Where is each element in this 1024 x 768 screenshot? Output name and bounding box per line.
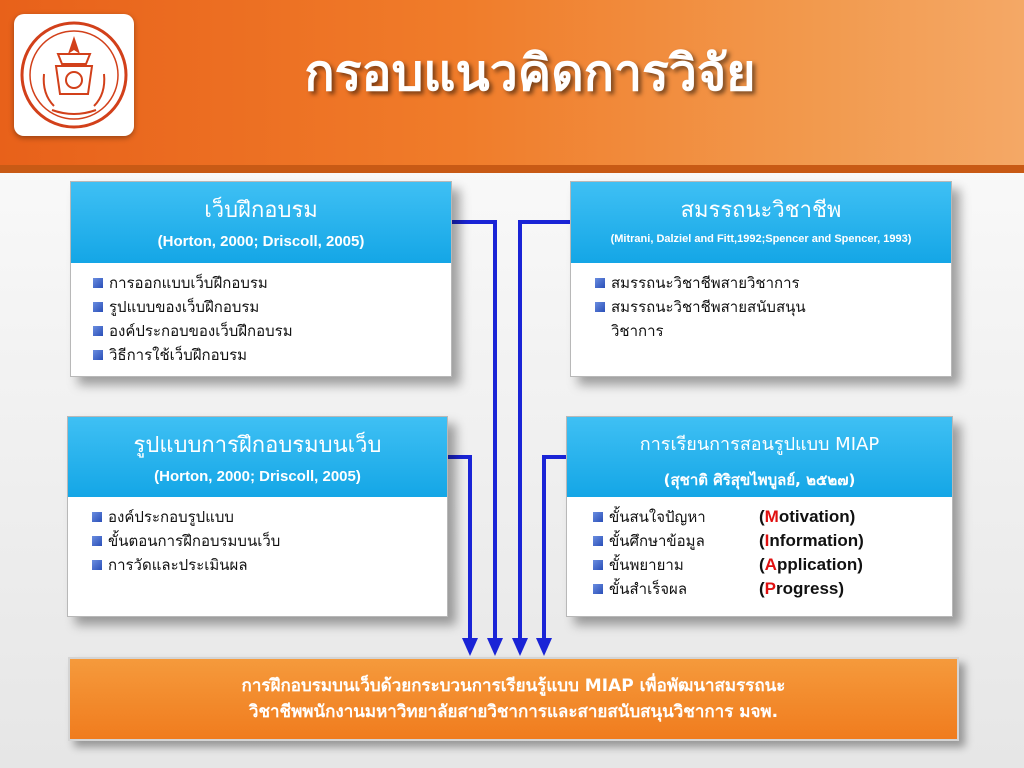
web-training-ref: (Horton, 2000; Driscoll, 2005) [157,233,365,250]
list-item-continuation: วิชาการ [611,322,664,340]
bullet-icon [595,278,605,288]
list-item: วิธีการใช้เว็บฝึกอบรม [93,343,439,367]
web-model-ref: (Horton, 2000; Driscoll, 2005) [154,468,361,485]
competency-header [571,182,951,263]
competency-box [570,181,952,377]
competency-list [571,263,951,351]
bullet-icon [93,350,103,360]
bullet-icon [93,302,103,312]
list-item: การวัดและประเมินผล [92,553,435,577]
list-item: ขั้นพยายาม (Application) [593,553,940,577]
list-item: องค์ประกอบรูปแบบ [92,505,435,529]
web-model-header [68,417,447,497]
list-item: สมรรถนะวิชาชีพสายสนับสนุน [595,295,939,319]
miap-title: การเรียนการสอนรูปแบบ MIAP [639,434,880,455]
list-item: ขั้นตอนการฝึกอบรมบนเว็บ [92,529,435,553]
web-training-box [70,181,452,377]
web-training-title: เว็บฝึกอบรม [204,198,318,223]
web-model-list [68,497,447,585]
miap-list [567,497,952,609]
list-item: การออกแบบเว็บฝึกอบรม [93,271,439,295]
list-item: ขั้นสำเร็จผล (Progress) [593,577,940,601]
list-item: ขั้นศึกษาข้อมูล (Information) [593,529,940,553]
web-training-list [71,263,451,375]
competency-ref: (Mitrani, Dalziel and Fitt,1992;Spencer and Spencer, 1993) [610,233,912,245]
bullet-icon [593,512,603,522]
bullet-icon [593,584,603,594]
web-model-box [67,416,448,617]
bullet-icon [593,560,603,570]
bullet-icon [92,536,102,546]
list-item: รูปแบบของเว็บฝึกอบรม [93,295,439,319]
bullet-icon [593,536,603,546]
miap-box [566,416,953,617]
list-item: สมรรถนะวิชาชีพสายวิชาการ [595,271,939,295]
result-line-1: การฝึกอบรมบนเว็บด้วยกระบวนการเรียนรู้แบบ MIAP เพื่อพัฒนาสมรรถนะ [241,676,786,696]
web-training-header [71,182,451,263]
result-line-2: วิชาชีพพนักงานมหาวิทยาลัยสายวิชาการและสายสนับสนุนวิชาการ มจพ. [248,702,779,722]
web-model-title: รูปแบบการฝึกอบรมบนเว็บ [133,433,382,458]
list-item: ขั้นสนใจปัญหา (Motivation) [593,505,940,529]
competency-title: สมรรถนะวิชาชีพ [680,198,842,223]
bullet-icon [595,302,605,312]
bullet-icon [93,278,103,288]
list-item: องค์ประกอบของเว็บฝึกอบรม [93,319,439,343]
result-box [68,657,959,741]
bullet-icon [92,560,102,570]
bullet-icon [92,512,102,522]
miap-ref: (สุชาติ ศิริสุขไพบูลย์, ๒๕๒๗) [663,471,856,489]
miap-header [567,417,952,497]
page-title: กรอบแนวคิดการวิจัย [304,44,756,102]
bullet-icon [93,326,103,336]
